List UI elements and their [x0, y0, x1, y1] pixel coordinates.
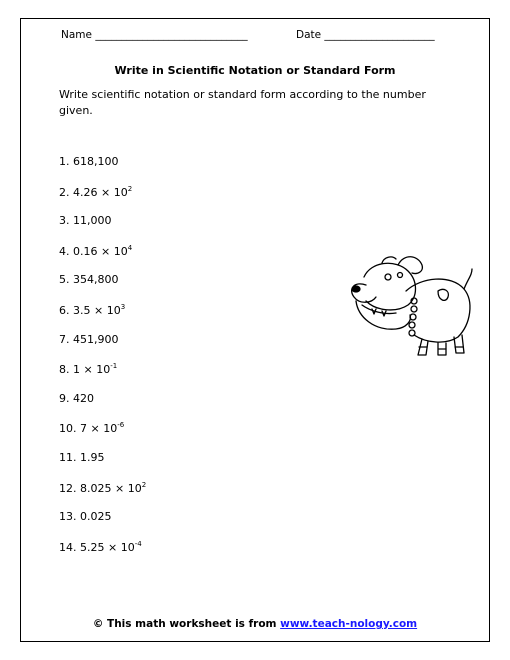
problem-item: [59, 185, 132, 199]
problem-item: [59, 333, 118, 346]
problem-exponent: 4: [127, 243, 133, 252]
problem-text: 13. 0.025: [59, 510, 112, 524]
problem-item: [59, 214, 111, 227]
problem-text: 14. 5.25 × 10: [59, 540, 135, 554]
cartoon-dog-illustration: [326, 239, 476, 359]
problem-text: 11. 1.95: [59, 451, 105, 464]
problem-item: [59, 155, 118, 168]
problem-text: 10. 7 × 10: [59, 422, 118, 436]
problem-text: 5. 354,800: [59, 273, 119, 287]
problem-exponent: 2: [127, 184, 133, 193]
footer-credit: [21, 618, 489, 630]
worksheet-title: Write in Scientific Notation or Standard Form: [114, 64, 396, 77]
name-field-label: Name _____________________________: [61, 29, 248, 41]
problem-text: 6. 3.5 × 10: [59, 304, 121, 317]
problem-text: 9. 420: [59, 391, 94, 405]
problem-exponent: -1: [110, 362, 118, 371]
problem-item: [59, 273, 118, 286]
problem-exponent: 3: [120, 303, 126, 311]
problem-exponent: -4: [134, 539, 142, 548]
worksheet-page: [20, 18, 490, 642]
problem-item: [59, 244, 132, 258]
problem-text: 3. 11,000: [59, 214, 112, 228]
problem-item: [59, 362, 117, 376]
instructions-text: Write scientific notation or standard form according to the number given.: [59, 88, 426, 117]
date-field-label: Date _____________________: [296, 29, 435, 41]
problem-item: [59, 303, 125, 317]
teach-nology-link[interactable]: www.teach-nology.com: [280, 618, 418, 630]
problem-text: 2. 4.26 × 10: [59, 185, 128, 199]
problem-text: 7. 451,900: [59, 332, 119, 346]
problem-item: [59, 481, 146, 495]
problem-item: [59, 421, 124, 435]
problem-exponent: 2: [141, 480, 147, 489]
problem-exponent: -6: [117, 421, 125, 430]
problem-item: [59, 510, 111, 523]
problem-item: [59, 451, 104, 464]
problem-text: 8. 1 × 10: [59, 363, 111, 377]
footer-prefix: © This math worksheet is from: [92, 618, 281, 630]
problem-item: [59, 540, 142, 554]
problem-item: [59, 392, 94, 405]
problem-text: 1. 618,100: [59, 155, 119, 168]
problem-text: 12. 8.025 × 10: [59, 481, 142, 495]
problem-text: 4. 0.16 × 10: [59, 244, 128, 258]
